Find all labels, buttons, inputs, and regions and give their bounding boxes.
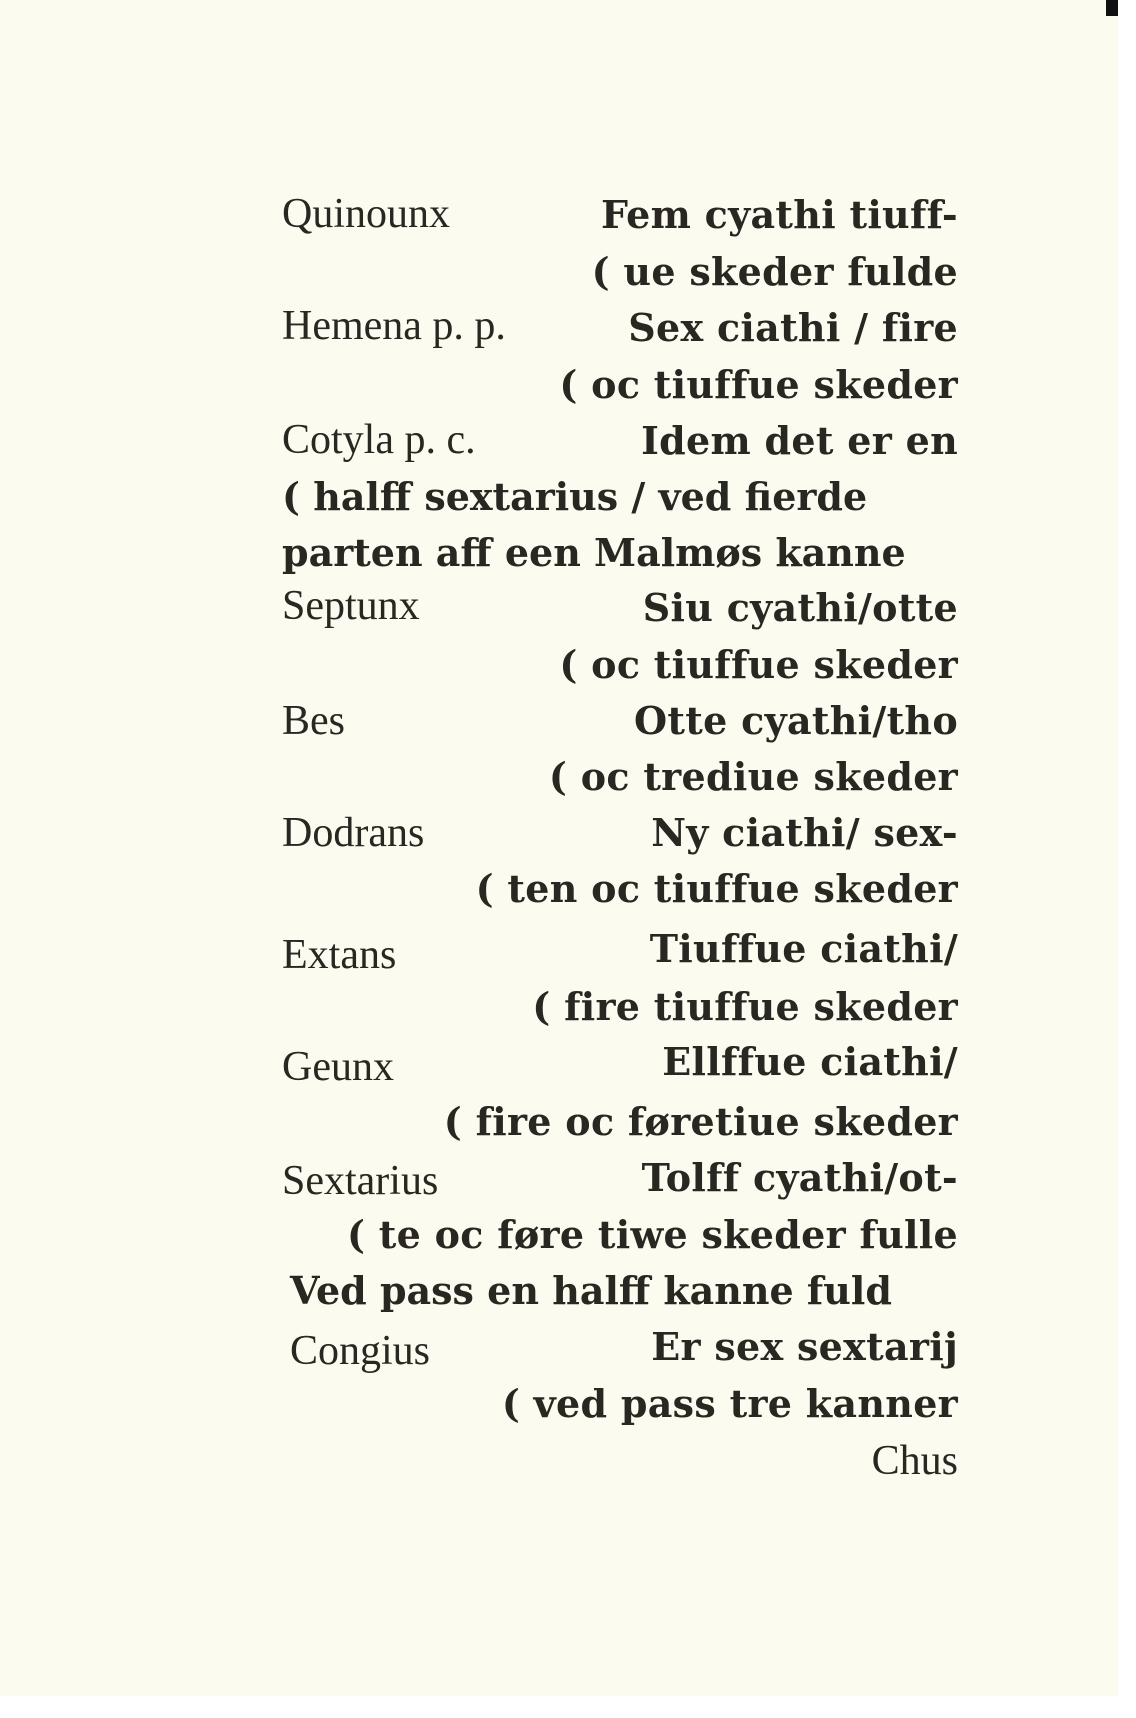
term-quinounx: Quinounx (282, 191, 450, 237)
gloss-continuation: ( te oc føre tiwe skeder fulle (346, 1212, 958, 1257)
gloss-bes: Otte cyathi/tho (634, 698, 958, 743)
bottom-margin (0, 1696, 1136, 1718)
gloss-hemena: Sex ciathi / fire (628, 305, 958, 350)
text-line: parten aff een Malmøs kanne (282, 530, 906, 575)
gloss-septunx: Siu cyathi/otte (642, 585, 958, 630)
gloss-cotyla: Idem det er en (641, 418, 958, 463)
catchword: Chus (871, 1438, 958, 1484)
gloss-continuation: ( oc trediue skeder (548, 754, 958, 799)
gloss-extans: Tiuffue ciathi/ (649, 926, 958, 971)
gloss-continuation: ( ved pass tre kanner (501, 1381, 958, 1426)
gloss-continuation: ( fire tiuffue skeder (532, 984, 958, 1029)
gloss-sextarius: Tolff cyathi/ot- (641, 1155, 958, 1200)
gloss-continuation: ( fire oc føretiue skeder (443, 1099, 958, 1144)
term-septunx: Septunx (282, 583, 420, 629)
gloss-continuation: ( ue skeder fulde (591, 249, 958, 294)
gloss-congius: Er sex sextarij (651, 1324, 958, 1369)
term-congius: Congius (290, 1328, 431, 1374)
gloss-quinounx: Fem cyathi tiuff- (600, 192, 958, 237)
gloss-continuation: ( oc tiuffue skeder (559, 642, 958, 687)
gloss-continuation: ( oc tiuffue skeder (559, 362, 958, 407)
gloss-dodrans: Ny ciathi/ sex- (651, 810, 958, 855)
gloss-geunx: Ellffue ciathi/ (662, 1039, 958, 1084)
gloss-continuation: ( ten oc tiuffue skeder (475, 866, 958, 911)
term-bes: Bes (282, 698, 345, 744)
term-geunx: Geunx (282, 1044, 394, 1090)
term-dodrans: Dodrans (282, 810, 425, 856)
term-cotyla: Cotyla p. c. (282, 417, 476, 463)
text-line: Ved pass en halff kanne fuld (290, 1268, 892, 1313)
edge-mark (1106, 0, 1118, 16)
term-hemena: Hemena p. p. (282, 303, 506, 349)
term-sextarius: Sextarius (282, 1158, 439, 1204)
term-extans: Extans (282, 932, 397, 978)
text-line: ( halff sextarius / ved fierde (282, 474, 868, 519)
